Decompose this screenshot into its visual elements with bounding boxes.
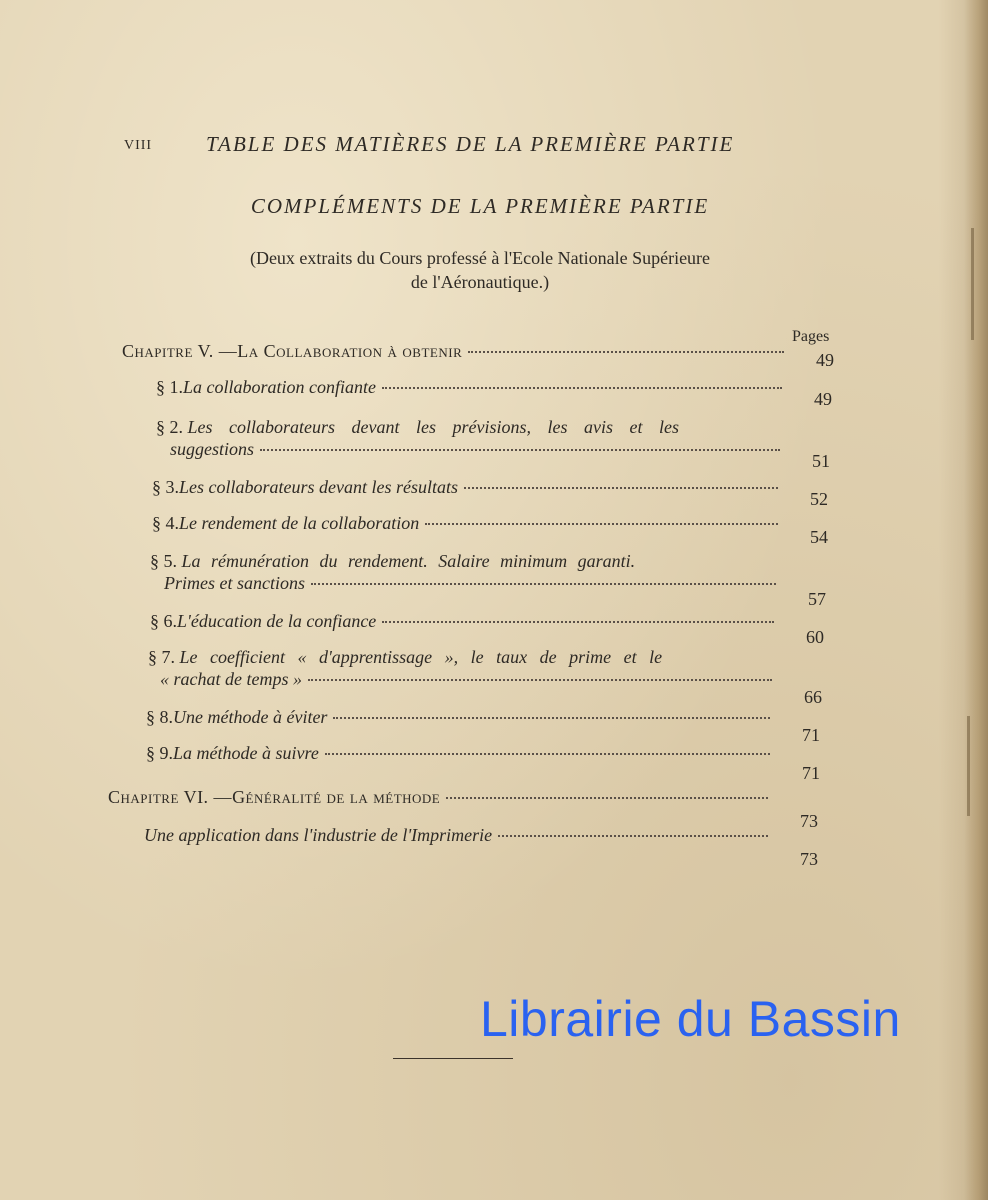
section-title: Le coefficient « d'apprentissage », le taux de prime et le: [179, 647, 663, 667]
chapter-prefix: Chapitre VI. —: [108, 787, 233, 807]
dot-leader: [468, 351, 784, 353]
toc-section-entry[interactable]: [150, 550, 826, 609]
bookseller-watermark: Librairie du Bassin: [480, 991, 901, 1047]
chapter-title: La Collaboration à obtenir: [237, 341, 463, 361]
dot-leader: [260, 449, 780, 451]
toc-section-entry[interactable]: [146, 706, 820, 745]
toc-section-entry[interactable]: [144, 824, 818, 869]
section-title: Les collaborateurs devant les résultats: [179, 477, 458, 497]
toc-chapter-entry[interactable]: [122, 340, 834, 370]
section-title: La méthode à suivre: [173, 743, 319, 763]
subtitle-line-2: de l'Aéronautique.): [410, 272, 550, 292]
toc-section-entry[interactable]: [150, 610, 824, 647]
chapter-prefix: Chapitre V. —: [122, 341, 238, 361]
section-prefix: § 7.: [148, 647, 180, 667]
dot-leader: [382, 387, 782, 389]
toc-chapter-entry[interactable]: [108, 786, 818, 831]
page-number: 60: [806, 627, 824, 647]
section-prefix: § 4.: [152, 513, 179, 533]
section-prefix: § 3.: [152, 477, 179, 497]
end-rule: [393, 1058, 513, 1059]
dot-leader: [325, 753, 770, 755]
section-title-continued: Primes et sanctions: [164, 573, 305, 593]
section-prefix: § 1.: [156, 377, 183, 397]
toc-section-entry[interactable]: [152, 512, 828, 547]
page-number: 51: [812, 451, 830, 471]
page-number: 73: [800, 811, 818, 831]
toc-section-entry[interactable]: [146, 742, 820, 783]
section-title: COMPLÉMENTS DE LA PREMIÈRE PARTIE: [250, 194, 710, 218]
toc-section-entry[interactable]: [156, 416, 830, 471]
dot-leader: [464, 487, 778, 489]
section-prefix: § 6.: [150, 611, 177, 631]
toc-section-entry[interactable]: [156, 376, 832, 409]
section-title: Les collaborateurs devant les prévisions, les avis et les: [187, 417, 679, 437]
dot-leader: [498, 835, 768, 837]
page-number: 52: [810, 489, 828, 509]
dot-leader: [308, 679, 772, 681]
page-number: 73: [800, 849, 818, 869]
section-title: Une méthode à éviter: [173, 707, 328, 727]
section-title: La rémunération du rendement. Salaire minimum garanti.: [181, 551, 636, 571]
toc-section-entry[interactable]: [148, 646, 822, 707]
dot-leader: [333, 717, 770, 719]
section-prefix: § 8.: [146, 707, 173, 727]
subtitle-line-1: (Deux extraits du Cours professé à l'Ecole Nationale Supérieure: [249, 248, 711, 268]
page-number: 49: [814, 389, 832, 409]
running-title: TABLE DES MATIÈRES DE LA PREMIÈRE PARTIE: [206, 132, 735, 156]
page-number: 49: [816, 350, 834, 370]
page-number: 54: [810, 527, 828, 547]
section-title-continued: suggestions: [170, 439, 255, 459]
dot-leader: [382, 621, 774, 623]
dot-leader: [425, 523, 778, 525]
section-title: Une application dans l'industrie de l'Imprimerie: [144, 825, 493, 845]
section-prefix: § 2.: [156, 417, 188, 437]
dot-leader: [311, 583, 776, 585]
page-number: 66: [804, 687, 822, 707]
section-prefix: § 5.: [150, 551, 182, 571]
pages-column-label: Pages: [792, 328, 830, 345]
page-number: 71: [802, 763, 820, 783]
section-title: L'éducation de la confiance: [177, 611, 377, 631]
page-folio: VIII: [124, 138, 153, 153]
page-number: 71: [802, 725, 820, 745]
section-prefix: § 9.: [146, 743, 173, 763]
toc-section-entry[interactable]: [152, 476, 828, 509]
chapter-title: Généralité de la méthode: [232, 787, 441, 807]
dot-leader: [446, 797, 768, 799]
section-title: La collaboration confiante: [183, 377, 376, 397]
section-title-continued: « rachat de temps »: [160, 669, 302, 689]
page-number: 57: [808, 589, 826, 609]
section-title: Le rendement de la collaboration: [179, 513, 420, 533]
